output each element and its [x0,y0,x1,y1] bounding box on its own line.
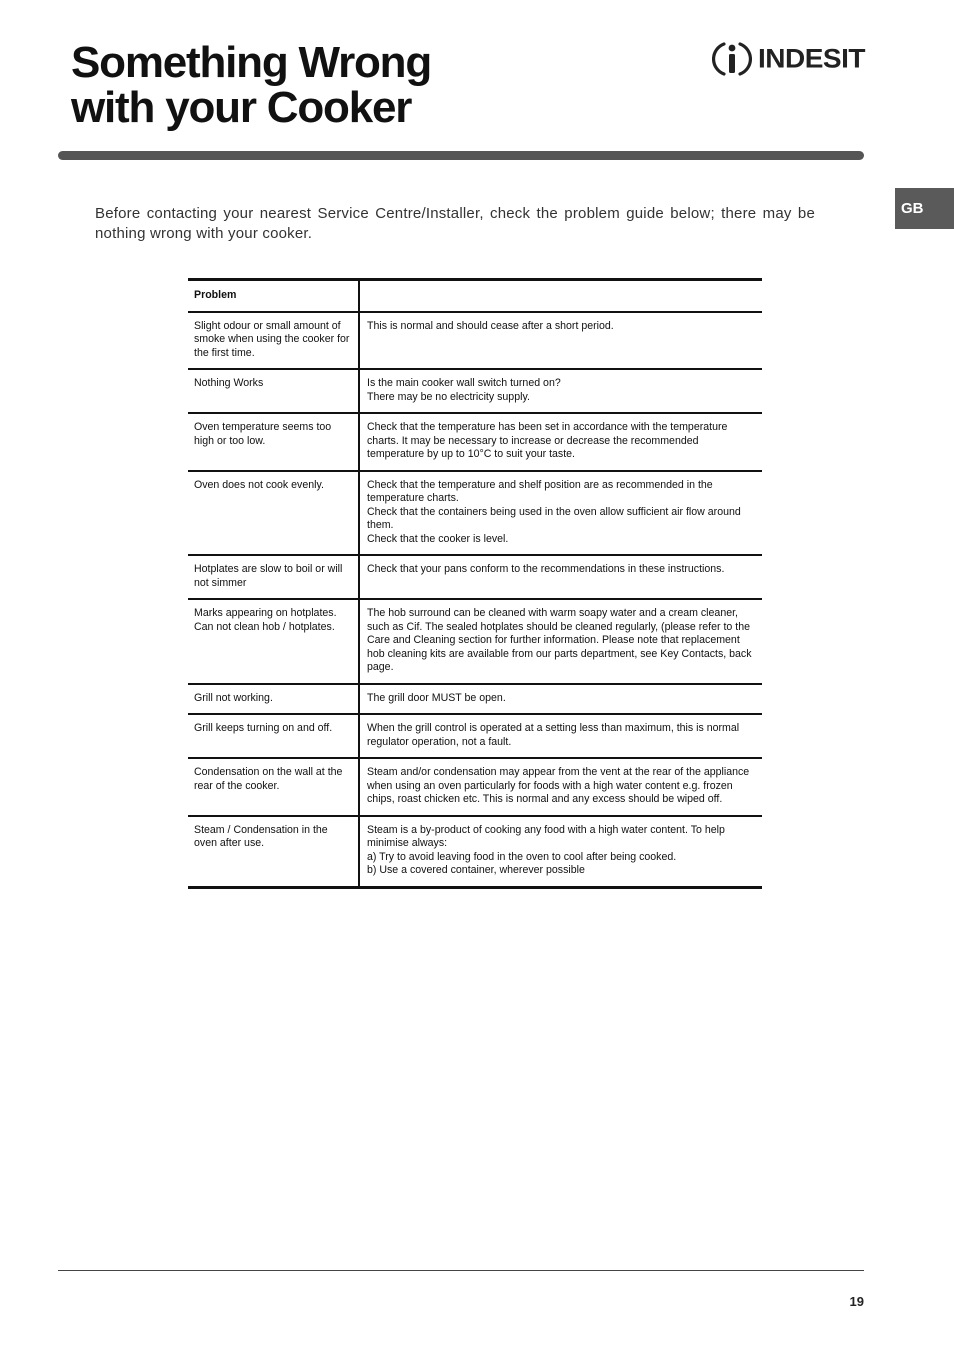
problem-cell: Steam / Condensation in the oven after use. [188,816,359,888]
table-row [188,816,762,888]
solution-line: Check that the containers being used in the oven allow sufficient air flow around them. [367,505,741,531]
solution-cell [359,684,762,715]
problem-cell: Grill keeps turning on and off. [188,714,359,758]
footer-divider [58,1270,864,1271]
table-row [188,312,762,370]
header-problem: Problem [188,280,359,312]
solution-line: a) Try to avoid leaving food in the oven to cool after being cooked. [367,850,677,863]
table-row [188,684,762,715]
header-solution [359,280,762,312]
solution-cell [359,369,762,413]
solution-cell [359,758,762,816]
solution-cell [359,816,762,888]
language-tab: GB [895,188,954,229]
problem-cell: Condensation on the wall at the rear of the cooker. [188,758,359,816]
table-row [188,369,762,413]
indesit-logo-icon [712,38,752,80]
table-row [188,413,762,471]
solution-line: The hob surround can be cleaned with warm soapy water and a cream cleaner, such as Cif. The sealed hotplates should be cleaned regularly, (please refer to the Care and Cleaning section for further information. Please note that replacement hob cleaning kits are available from our parts department, see Key Contacts, back page. [367,607,752,673]
header-divider [58,151,864,160]
solution-cell [359,413,762,471]
page-title [71,40,431,130]
page-title-line-2: with your Cooker [71,83,412,132]
solution-cell [359,471,762,556]
table-row [188,471,762,556]
solution-line: Check that the temperature and shelf position are as recommended in the temperature charts. [367,478,713,504]
solution-cell [359,599,762,684]
solution-line: b) Use a covered container, wherever possible [367,864,585,876]
brand-logo [712,38,865,80]
table-row [188,599,762,684]
table-row [188,555,762,599]
solution-line: Steam and/or condensation may appear from the vent at the rear of the appliance when using an oven particularly for foods with a high water content e.g. frozen chips, roast chicken etc. This is normal and any excess should be wiped off. [367,766,750,805]
solution-line: This is normal and should cease after a short period. [367,319,614,332]
solution-line: There may be no electricity supply. [367,390,530,403]
table-header-row [188,280,762,312]
table-row [188,758,762,816]
table-row [188,714,762,758]
page-number: 19 [849,1294,864,1309]
problem-guide-table [188,278,762,889]
page-title-line-1: Something Wrong [71,38,432,87]
intro-paragraph: Before contacting your nearest Service Centre/Installer, check the problem guide below; there may be nothing wrong with your cooker. [95,205,815,242]
solution-cell [359,714,762,758]
brand-name: INDESIT [758,43,865,74]
solution-line: Check that your pans conform to the recommendations in these instructions. [367,563,725,575]
solution-cell [359,312,762,370]
solution-line: When the grill control is operated at a setting less than maximum, this is normal regulator operation, not a fault. [367,722,740,748]
solution-line: Is the main cooker wall switch turned on? [367,377,561,389]
problem-cell: Hotplates are slow to boil or will not simmer [188,555,359,599]
problem-cell: Nothing Works [188,369,359,413]
solution-cell [359,555,762,599]
problem-cell: Oven temperature seems too high or too low. [188,413,359,471]
solution-line: Check that the cooker is level. [367,532,509,545]
solution-line: The grill door MUST be open. [367,691,506,704]
problem-cell: Slight odour or small amount of smoke when using the cooker for the first time. [188,312,359,370]
solution-line: Check that the temperature has been set in accordance with the temperature charts. It may be necessary to increase or decrease the recommended temperature by up to 10°C to suit your taste. [367,421,728,460]
solution-line: Steam is a by-product of cooking any food with a high water content. To help minimise always: [367,823,725,849]
problem-cell: Oven does not cook evenly. [188,471,359,556]
problem-cell: Marks appearing on hotplates. Can not clean hob / hotplates. [188,599,359,684]
problem-cell: Grill not working. [188,684,359,715]
